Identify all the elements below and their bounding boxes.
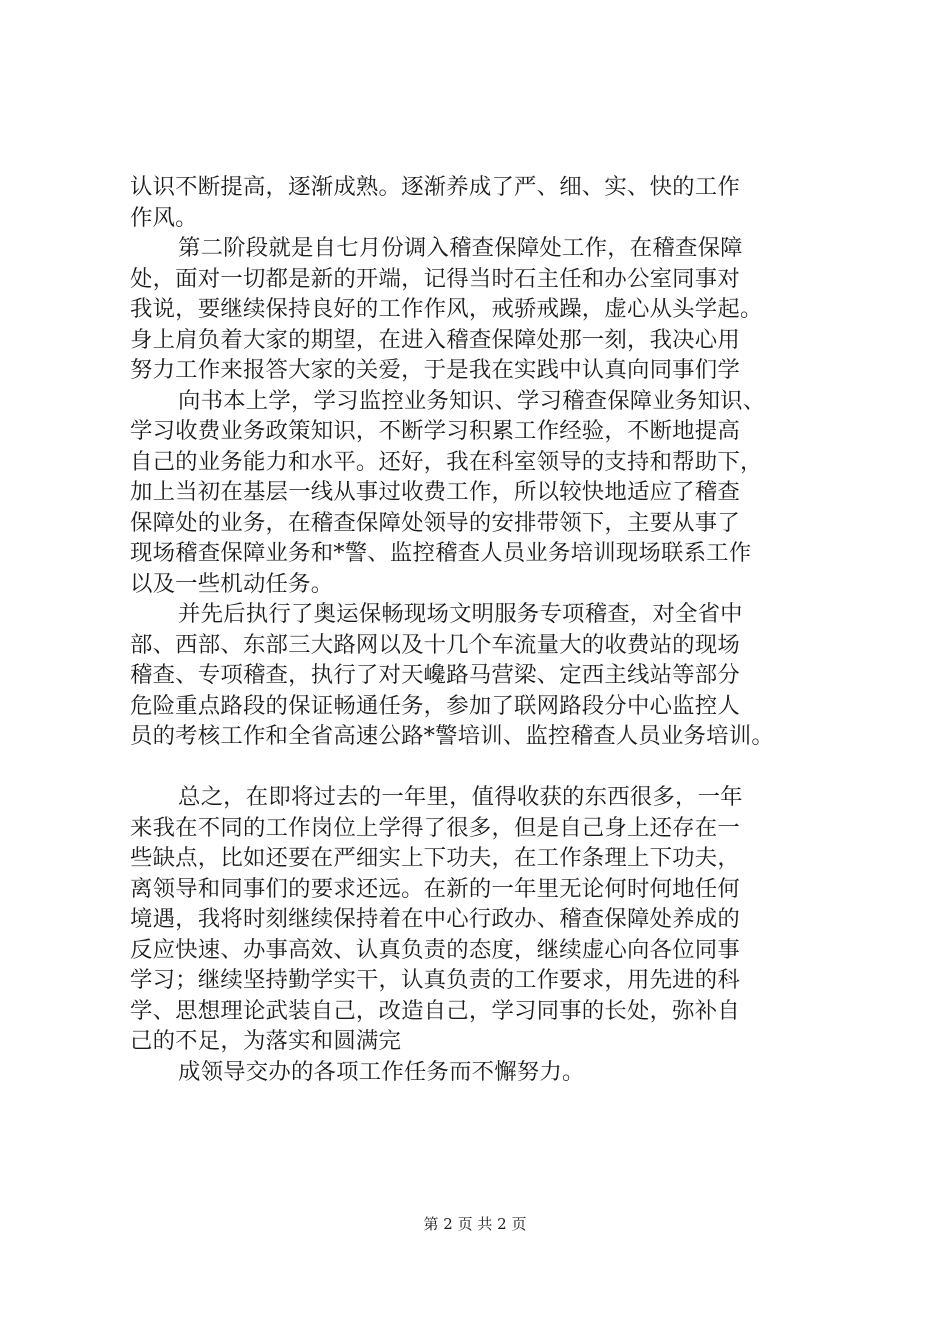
text-line: 作风。 [130,204,198,231]
text-line: 认识不断提高，逐渐成熟。逐渐养成了严、细、实、快的工作 [130,174,740,200]
text-line: 境遇，我将时刻继续保持着在中心行政办、稽查保障处养成的 [130,906,740,932]
text-line: 自己的业务能力和水平。还好，我在科室领导的支持和帮助下， [130,448,763,475]
text-line: 稽查、专项稽查，执行了对天巉路马营梁、定西主线站等部分 [130,662,740,688]
text-line: 来我在不同的工作岗位上学得了很多，但是自己身上还存在一 [130,814,740,841]
text-line: 现场稽查保障业务和*警、监控稽查人员业务培训现场联系工作 [130,540,752,566]
text-line: 离领导和同事们的要求还远。在新的一年里无论何时何地任何 [130,875,740,902]
text-line: 保障处的业务，在稽查保障处领导的安排带领下，主要从事了 [130,509,740,536]
paragraph-gap [130,752,850,783]
text-line: 学、思想理论武装自己，改造自己，学习同事的长处，弥补自 [130,997,740,1024]
text-line: 努力工作来报答大家的关爱，于是我在实践中认真向同事们学 [130,357,740,383]
paragraph-start-line: 总之，在即将过去的一年里，值得收获的东西很多，一年 [178,784,743,810]
paragraph-start-line: 并先后执行了奥运保畅现场文明服务专项稽查，对全省中 [178,601,743,627]
text-line: 些缺点，比如还要在严细实上下功夫，在工作条理上下功夫， [130,845,740,871]
text-line: 危险重点路段的保证畅通任务，参加了联网路段分中心监控人 [130,692,740,719]
text-line: 身上肩负着大家的期望，在进入稽查保障处那一刻，我决心用 [130,326,740,353]
text-line: 我说，要继续保持良好的工作作风，戒骄戒躁，虚心从头学起。 [130,296,763,322]
text-line: 学习；继续坚持勤学实干，认真负责的工作要求，用先进的科 [130,967,740,993]
text-line: 学习收费业务政策知识，不断学习积累工作经验，不断地提高 [130,418,740,444]
text-line: 己的不足，为落实和圆满完 [130,1028,402,1054]
text-line: 部、西部、东部三大路网以及十几个车流量大的收费站的现场 [130,631,740,658]
text-line: 员的考核工作和全省高速公路*警培训、监控稽查人员业务培训。 [130,723,774,749]
text-line: 反应快速、办事高效、认真负责的态度，继续虚心向各位同事 [130,936,740,963]
page-number: 第 2 页 共 2 页 [423,1215,527,1233]
text-line: 处，面对一切都是新的开端，记得当时石主任和办公室同事对 [130,265,740,292]
paragraph-start-line: 向书本上学，学习监控业务知识、学习稽查保障业务知识、 [178,387,766,414]
page-footer [0,1214,950,1234]
document-body [130,172,850,1087]
paragraph-start-line: 成领导交办的各项工作任务而不懈努力。 [178,1058,585,1085]
paragraph-start-line: 第二阶段就是自七月份调入稽查保障处工作，在稽查保障 [178,235,743,261]
text-line: 以及一些机动任务。 [130,570,334,597]
text-line: 加上当初在基层一线从事过收费工作，所以较快地适应了稽查 [130,479,740,505]
